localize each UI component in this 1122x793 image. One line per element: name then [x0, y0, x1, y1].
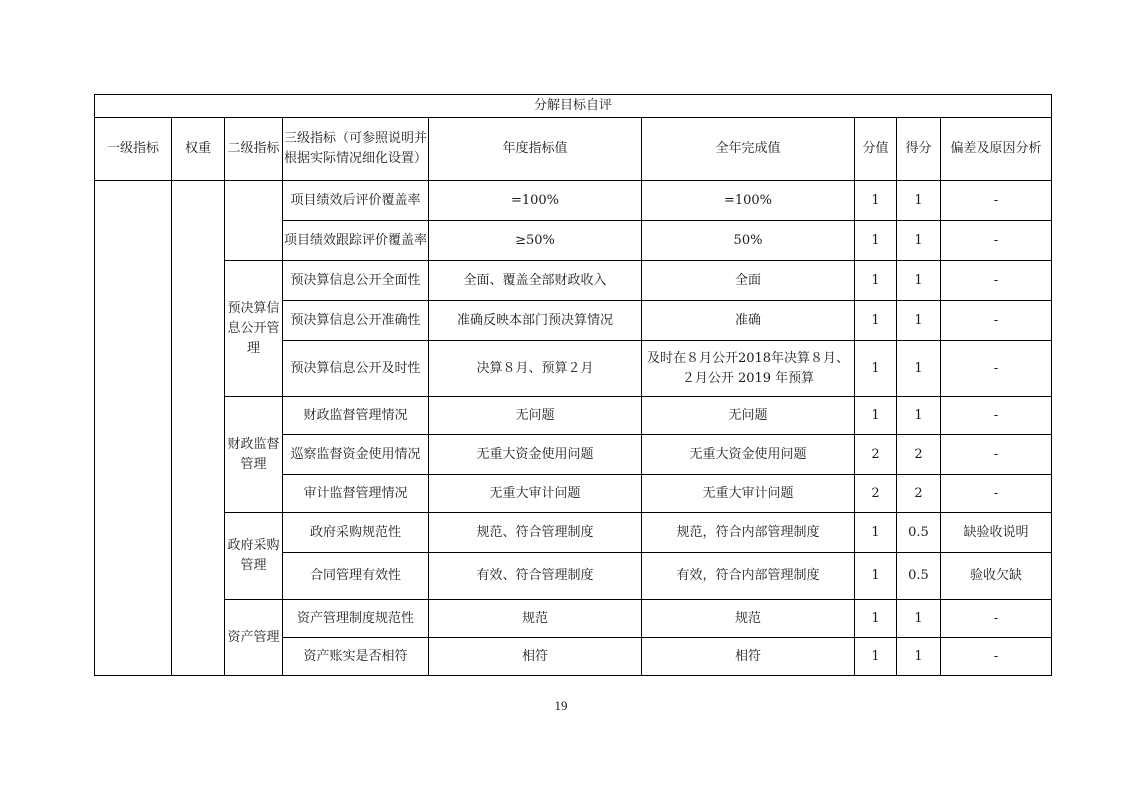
row-score-value: 1 — [855, 181, 897, 221]
row-score-got: 1 — [897, 600, 941, 638]
row-score-got: 1 — [897, 261, 941, 301]
weight-cell — [172, 181, 225, 676]
header-deviation: 偏差及原因分析 — [941, 118, 1052, 181]
row-deviation: - — [941, 261, 1052, 301]
row-target: 有效、符合管理制度 — [429, 553, 642, 600]
row-target: 无重大审计问题 — [429, 475, 642, 513]
row-score-value: 2 — [855, 435, 897, 475]
row-score-value: 1 — [855, 397, 897, 435]
row-actual: 无重大资金使用问题 — [642, 435, 855, 475]
row-actual: 50% — [642, 221, 855, 261]
header-target: 年度指标值 — [429, 118, 642, 181]
header-level1: 一级指标 — [95, 118, 172, 181]
row-target: =100% — [429, 181, 642, 221]
row-actual: 无重大审计问题 — [642, 475, 855, 513]
row-score-value: 1 — [855, 301, 897, 341]
row-deviation: - — [941, 181, 1052, 221]
row-target: 规范 — [429, 600, 642, 638]
row-actual: 准确 — [642, 301, 855, 341]
row-score-got: 0.5 — [897, 553, 941, 600]
row-actual: 规范 — [642, 600, 855, 638]
row-target: 全面、覆盖全部财政收入 — [429, 261, 642, 301]
row-deviation: 缺验收说明 — [941, 513, 1052, 553]
row-score-got: 1 — [897, 301, 941, 341]
row-score-value: 1 — [855, 553, 897, 600]
row-score-got: 1 — [897, 397, 941, 435]
level2-group: 政府采购管理 — [225, 513, 283, 600]
row-deviation: - — [941, 221, 1052, 261]
row-actual: =100% — [642, 181, 855, 221]
row-indicator: 财政监督管理情况 — [283, 397, 429, 435]
header-actual: 全年完成值 — [642, 118, 855, 181]
row-actual: 全面 — [642, 261, 855, 301]
level2-group: 财政监督管理 — [225, 397, 283, 513]
level2-group: 资产管理 — [225, 600, 283, 676]
row-deviation: - — [941, 600, 1052, 638]
header-score-got: 得分 — [897, 118, 941, 181]
row-score-got: 1 — [897, 638, 941, 676]
level1-cell — [95, 181, 172, 676]
row-indicator: 预决算信息公开全面性 — [283, 261, 429, 301]
row-score-value: 1 — [855, 261, 897, 301]
row-target: 准确反映本部门预决算情况 — [429, 301, 642, 341]
row-deviation: - — [941, 638, 1052, 676]
header-level3: 三级指标（可参照说明并根据实际情况细化设置） — [283, 118, 429, 181]
row-actual: 无问题 — [642, 397, 855, 435]
row-deviation: - — [941, 475, 1052, 513]
row-indicator: 合同管理有效性 — [283, 553, 429, 600]
row-score-got: 0.5 — [897, 513, 941, 553]
row-score-value: 1 — [855, 638, 897, 676]
row-score-value: 2 — [855, 475, 897, 513]
row-deviation: - — [941, 301, 1052, 341]
row-indicator: 项目绩效跟踪评价覆盖率 — [283, 221, 429, 261]
row-score-value: 1 — [855, 341, 897, 397]
row-indicator: 巡察监督资金使用情况 — [283, 435, 429, 475]
row-actual: 有效，符合内部管理制度 — [642, 553, 855, 600]
row-indicator: 审计监督管理情况 — [283, 475, 429, 513]
header-weight: 权重 — [172, 118, 225, 181]
row-actual: 及时在８月公开2018年决算８月、２月公开 2019 年预算 — [642, 341, 855, 397]
row-score-value: 1 — [855, 513, 897, 553]
row-score-got: 1 — [897, 181, 941, 221]
row-deviation: - — [941, 397, 1052, 435]
row-target: 无重大资金使用问题 — [429, 435, 642, 475]
row-indicator: 预决算信息公开及时性 — [283, 341, 429, 397]
row-target: 无问题 — [429, 397, 642, 435]
level2-group — [225, 181, 283, 261]
row-score-got: 1 — [897, 341, 941, 397]
row-target: ≥50% — [429, 221, 642, 261]
row-actual: 规范，符合内部管理制度 — [642, 513, 855, 553]
row-target: 相符 — [429, 638, 642, 676]
row-actual: 相符 — [642, 638, 855, 676]
table-title: 分解目标自评 — [95, 95, 1052, 118]
row-score-got: 1 — [897, 221, 941, 261]
row-deviation: - — [941, 435, 1052, 475]
row-target: 决算８月、预算２月 — [429, 341, 642, 397]
row-score-got: 2 — [897, 475, 941, 513]
row-target: 规范、符合管理制度 — [429, 513, 642, 553]
row-indicator: 资产账实是否相符 — [283, 638, 429, 676]
level2-group: 预决算信息公开管理 — [225, 261, 283, 397]
row-score-value: 1 — [855, 221, 897, 261]
row-score-got: 2 — [897, 435, 941, 475]
row-deviation: - — [941, 341, 1052, 397]
header-level2: 二级指标 — [225, 118, 283, 181]
row-deviation: 验收欠缺 — [941, 553, 1052, 600]
row-indicator: 政府采购规范性 — [283, 513, 429, 553]
row-indicator: 项目绩效后评价覆盖率 — [283, 181, 429, 221]
row-score-value: 1 — [855, 600, 897, 638]
self-evaluation-table — [94, 94, 1052, 676]
row-indicator: 资产管理制度规范性 — [283, 600, 429, 638]
page-number: 19 — [554, 698, 568, 713]
header-score-value: 分值 — [855, 118, 897, 181]
row-indicator: 预决算信息公开准确性 — [283, 301, 429, 341]
